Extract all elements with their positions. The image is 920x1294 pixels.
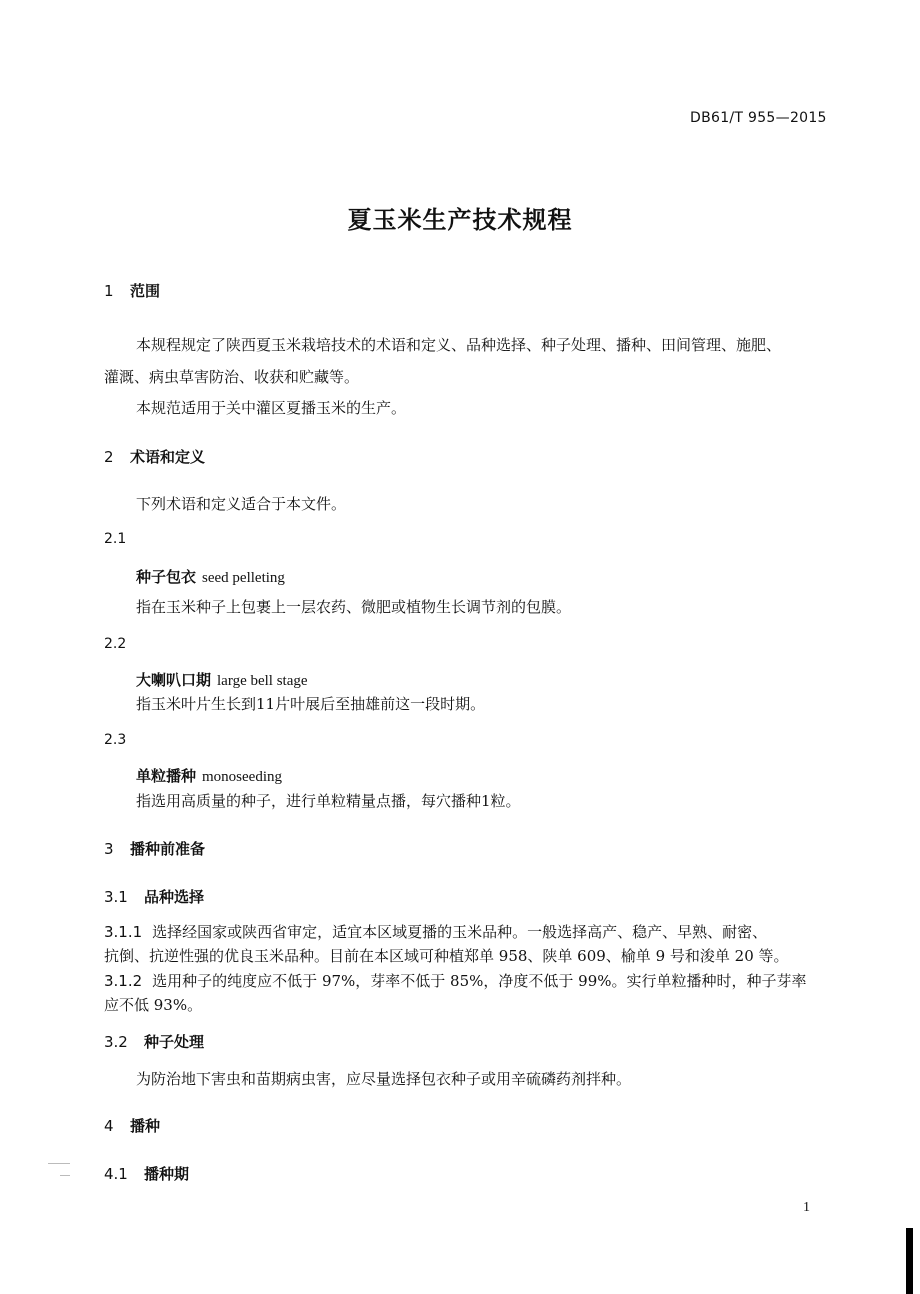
clause-number: 3.1.2 <box>104 972 143 990</box>
subsection-3-1-heading <box>104 886 204 907</box>
section-1-para-1-line-1: 本规程规定了陕西夏玉米栽培技术的术语和定义、品种选择、种子处理、播种、田间管理、施肥、 <box>136 336 782 354</box>
term-2-1-number: 2.1 <box>104 531 127 547</box>
section-number: 2 <box>104 448 114 466</box>
term-2-3-definition: 指选用高质量的种子，进行单粒精量点播，每穴播种1粒。 <box>136 792 521 810</box>
section-1-para-2: 本规范适用于关中灌区夏播玉米的生产。 <box>136 399 407 417</box>
clause-3-1-1-line-1 <box>104 921 767 942</box>
subsection-number: 3.1 <box>104 888 128 906</box>
term-english: large bell stage <box>217 673 308 689</box>
subsection-4-1-heading <box>104 1163 189 1184</box>
section-title: 播种前准备 <box>130 840 206 858</box>
subsection-title: 品种选择 <box>144 888 205 906</box>
section-number: 3 <box>104 840 114 858</box>
scan-speck <box>60 1175 70 1176</box>
term-2-2 <box>136 669 308 690</box>
page-title: 夏玉米生产技术规程 <box>347 206 573 234</box>
term-2-3 <box>136 765 282 786</box>
section-2-heading <box>104 446 205 467</box>
section-title: 播种 <box>130 1117 161 1135</box>
clause-number: 3.1.1 <box>104 923 143 941</box>
scan-edge-mark <box>906 1228 913 1294</box>
term-2-2-number: 2.2 <box>104 636 127 652</box>
subsection-title: 播种期 <box>144 1165 190 1183</box>
clause-3-1-1-line-2: 抗倒、抗逆性强的优良玉米品种。目前在本区域可种植郑单 958、陕单 609、榆单 9 号和浚单 20 等。 <box>104 947 789 965</box>
term-english: monoseeding <box>202 769 283 785</box>
subsection-number: 4.1 <box>104 1165 128 1183</box>
subsection-3-2-text: 为防治地下害虫和苗期病虫害，应尽量选择包衣种子或用辛硫磷药剂拌种。 <box>136 1070 632 1088</box>
section-title: 术语和定义 <box>130 448 206 466</box>
term-2-2-definition: 指玉米叶片生长到11片叶展后至抽雄前这一段时期。 <box>136 695 486 713</box>
section-4-heading <box>104 1115 160 1136</box>
term-chinese: 种子包衣 <box>136 568 197 586</box>
scan-speck <box>48 1163 70 1164</box>
page-number: 1 <box>803 1200 810 1215</box>
section-3-heading <box>104 838 205 859</box>
section-number: 4 <box>104 1117 114 1135</box>
section-1-para-1-line-2: 灌溉、病虫草害防治、收获和贮藏等。 <box>104 368 360 386</box>
clause-text: 选用种子的纯度应不低于 97%，芽率不低于 85%，净度不低于 99%。实行单粒播种时，种子芽率 <box>152 972 807 990</box>
clause-text: 选择经国家或陕西省审定，适宜本区域夏播的玉米品种。一般选择高产、稳产、早熟、耐密、 <box>152 923 768 941</box>
document-number: DB61/T 955—2015 <box>690 110 827 126</box>
section-2-intro: 下列术语和定义适合于本文件。 <box>136 495 347 513</box>
subsection-number: 3.2 <box>104 1033 128 1051</box>
subsection-title: 种子处理 <box>144 1033 205 1051</box>
term-2-1 <box>136 566 285 587</box>
section-number: 1 <box>104 282 114 300</box>
clause-3-1-2-line-2: 应不低 93%。 <box>104 996 203 1014</box>
term-chinese: 大喇叭口期 <box>136 671 212 689</box>
term-chinese: 单粒播种 <box>136 767 197 785</box>
term-english: seed pelleting <box>202 570 285 586</box>
clause-3-1-2-line-1 <box>104 970 807 991</box>
section-1-heading <box>104 280 160 301</box>
term-2-3-number: 2.3 <box>104 732 127 748</box>
subsection-3-2-heading <box>104 1031 204 1052</box>
section-title: 范围 <box>130 282 161 300</box>
term-2-1-definition: 指在玉米种子上包裹上一层农药、微肥或植物生长调节剂的包膜。 <box>136 598 572 616</box>
